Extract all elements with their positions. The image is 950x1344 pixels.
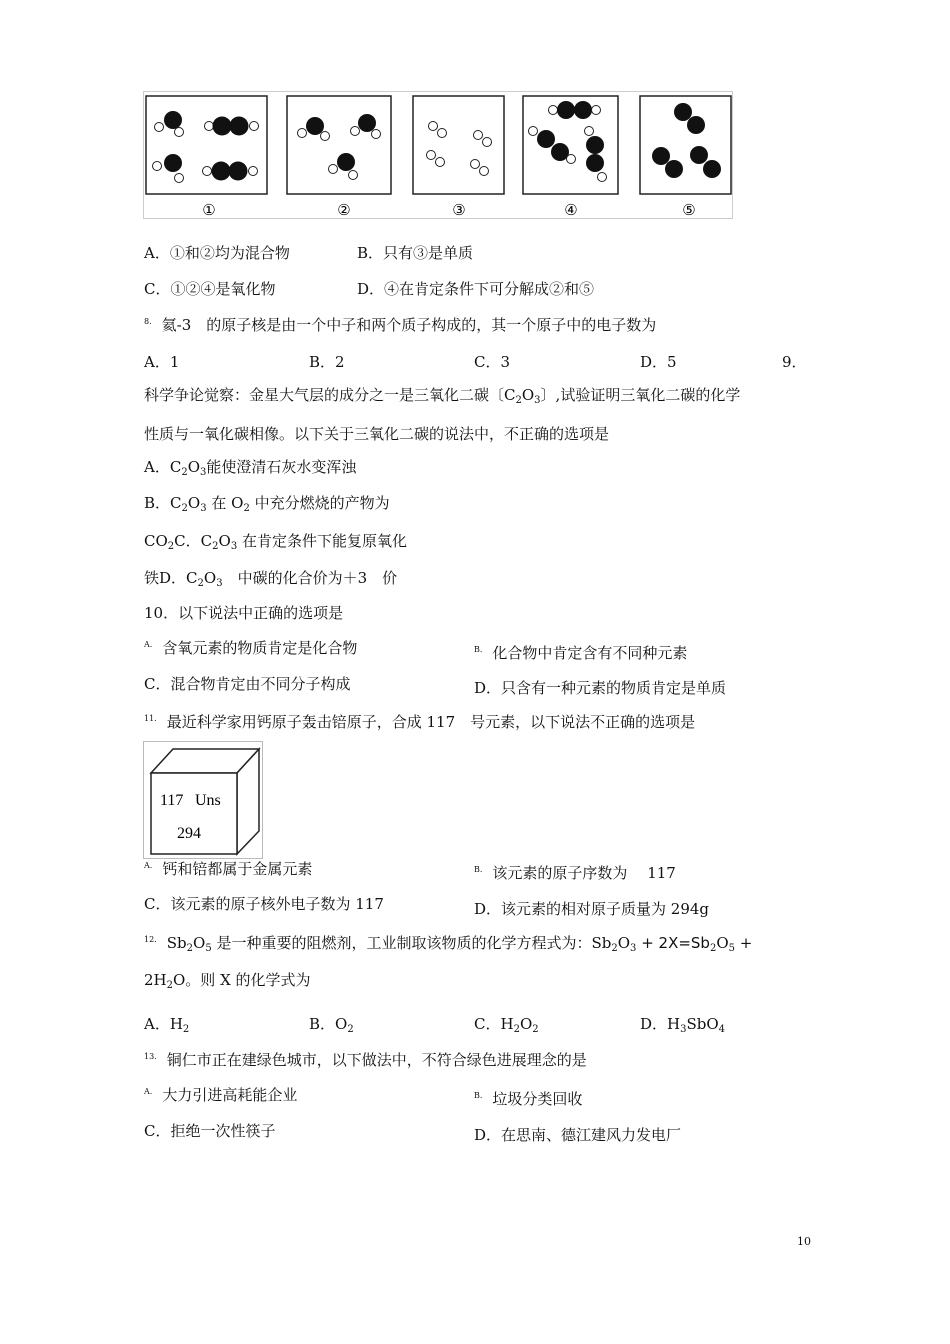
q8-stem-line — [144, 314, 656, 335]
cube-atomic-mass: 294 — [177, 825, 201, 842]
q9-number: 9． — [782, 353, 807, 371]
figure-label-1: ① — [202, 201, 216, 219]
q8-option-b: B．2 — [309, 353, 345, 371]
q11-option-c: C．该元素的原子核外电子数为 117 — [144, 895, 384, 913]
q11-stem-line: $^{11.}$ 最近科学家用钙原子轰击锫原子，合成 117 号元素，以下说法不正确的选项是 — [144, 713, 696, 731]
q12-option-b: B．$O_2$ — [309, 1015, 354, 1035]
page-number: 10 — [797, 1235, 811, 1248]
q13-stem: 铜仁市正在建绿色城市，以下做法中，不符合绿色进展理念的是 — [166, 1051, 587, 1069]
q8-number: 8. — [144, 317, 152, 326]
q11-option-a: $^{A.}$ 钙和锫都属于金属元素 — [144, 860, 313, 878]
q9-option-b: B．$C_2O_3$ 在 $O_2$ 中充分燃烧的产物为 — [144, 494, 390, 514]
q8-option-d: D．5 — [640, 353, 677, 371]
q12-stem-line1: $^{12.}$ $Sb_2O_5$ 是一种重要的阻燃剂，工业制取该物质的化学方程式为：$Sb_2O_3 + 2X=Sb_2O_5$ + — [144, 934, 753, 954]
q9-option-c-cont-and-d: 铁D．$C_2O_3$ 中碳的化合价为＋3 价 — [144, 569, 398, 589]
q10-option-c: C．混合物肯定由不同分子构成 — [144, 675, 351, 693]
q12-option-d: D．$H_3SbO_4$ — [640, 1015, 726, 1035]
q11-option-d: D．该元素的相对原子质量为 294g — [474, 900, 710, 918]
q11-option-b: $^{B.}$ 该元素的原子序数为 117 — [474, 864, 676, 882]
q13-option-c: C．拒绝一次性筷子 — [144, 1122, 276, 1140]
q13-stem-line: $^{13.}$ 铜仁市正在建绿色城市，以下做法中，不符合绿色进展理念的是 — [144, 1051, 587, 1069]
q8-stem: 氦-3 的原子核是由一个中子和两个质子构成的，其一个原子中的电子数为 — [161, 316, 657, 334]
figure-label-3: ③ — [452, 201, 466, 219]
q9-stem-line2: 性质与一氧化碳相像。以下关于三氧化二碳的说法中，不正确的选项是 — [144, 425, 610, 443]
q8-option-c: C．3 — [474, 353, 511, 371]
figure-label-4: ④ — [564, 201, 578, 219]
figure-label-2: ② — [337, 201, 351, 219]
q7-option-a: A．①和②均为混合物 — [144, 244, 290, 262]
figure-label-5: ⑤ — [682, 201, 696, 219]
q9-option-b-cont-and-c: $CO_2C$．$C_2O_3$ 在肯定条件下能复原氧化 — [144, 532, 407, 552]
q10-option-d: D．只含有一种元素的物质肯定是单质 — [474, 679, 727, 697]
q13-option-a: $^{A.}$ 大力引进高耗能企业 — [144, 1086, 298, 1104]
q12-option-c: C．$H_2O_2$ — [474, 1015, 539, 1035]
q10-option-a: $^{A.}$ 含氧元素的物质肯定是化合物 — [144, 639, 358, 657]
q11-stem: 最近科学家用钙原子轰击锫原子，合成 117 号元素，以下说法不正确的选项是 — [166, 713, 696, 731]
cube-atomic-number: 117 — [160, 792, 184, 809]
q7-option-c: C．①②④是氧化物 — [144, 280, 276, 298]
cube-element-symbol: Uns — [195, 792, 221, 809]
molecule-diagram-figure — [143, 91, 733, 219]
q10-stem: 10．以下说法中正确的选项是 — [144, 604, 344, 622]
q10-option-b: $^{B.}$ 化合物中肯定含有不同种元素 — [474, 644, 688, 662]
q9-stem-line1: 科学争论觉察：金星大气层的成分之一是三氧化二碳〔$C_2O_3$〕,试验证明三氧化二碳的化学 — [144, 386, 741, 406]
q8-option-a: A．1 — [144, 353, 180, 371]
q12-option-a: A．$H_2$ — [144, 1015, 190, 1035]
element-cube-figure — [143, 741, 263, 859]
q9-option-a: A．$C_2O_3$能使澄清石灰水变浑浊 — [144, 458, 357, 478]
q7-option-d: D．④在肯定条件下可分解成②和⑤ — [357, 280, 595, 298]
q7-option-b: B．只有③是单质 — [357, 244, 474, 262]
q13-option-d: D．在思南、德江建风力发电厂 — [474, 1126, 682, 1144]
q12-stem-line2: $2H_2O$。则 X 的化学式为 — [144, 971, 311, 991]
q13-option-b: $^{B.}$ 垃圾分类回收 — [474, 1090, 583, 1108]
